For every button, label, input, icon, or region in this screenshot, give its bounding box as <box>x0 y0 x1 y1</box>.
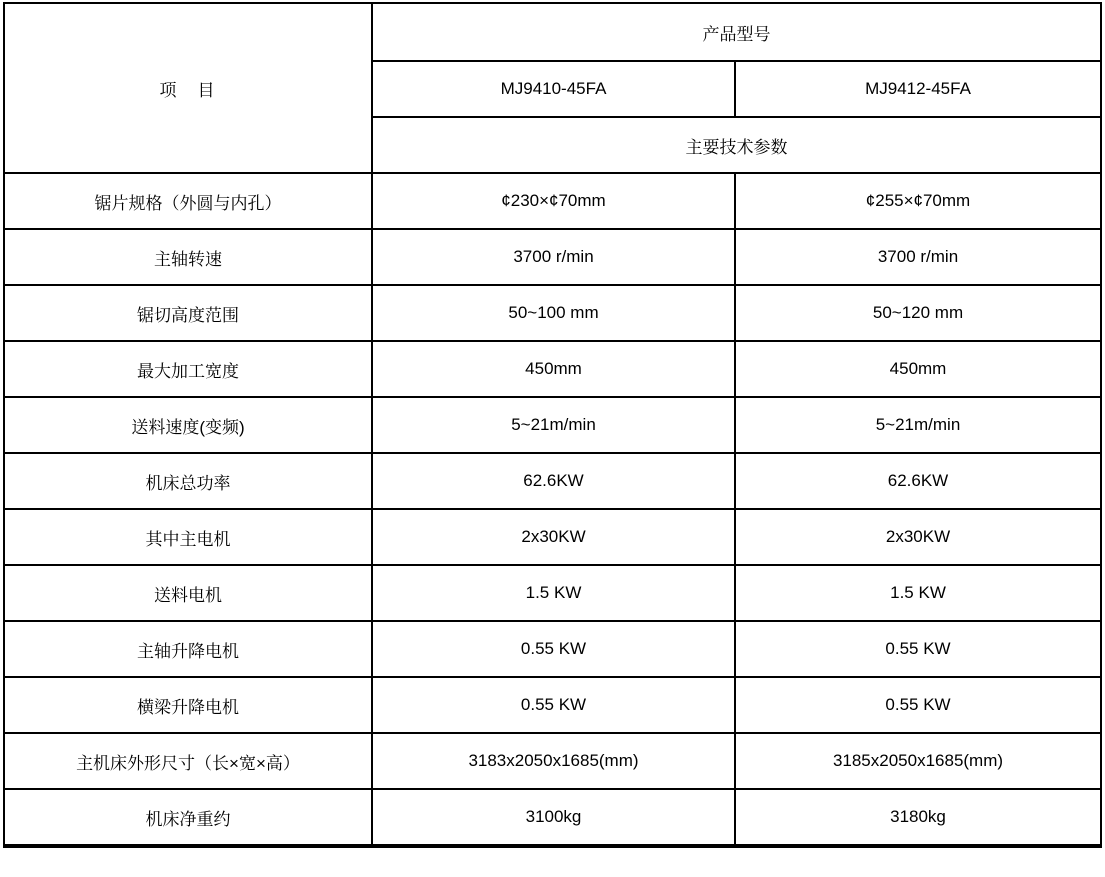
row-value-cell-2: 1.5 KW <box>735 565 1101 621</box>
row-value-cell-1: 450mm <box>372 341 735 397</box>
row-value-cell-1: 62.6KW <box>372 453 735 509</box>
row-value-cell-2: 3180kg <box>735 789 1101 846</box>
model-name-cell-1: MJ9410-45FA <box>372 61 735 117</box>
row-value-cell-2: 50~120 mm <box>735 285 1101 341</box>
table-row <box>4 677 1101 733</box>
row-label-cell: 主轴转速 <box>4 229 372 285</box>
spec-table <box>3 2 1102 848</box>
row-value-cell-2: 3185x2050x1685(mm) <box>735 733 1101 789</box>
table-row <box>4 621 1101 677</box>
table-row-product-model <box>4 3 1101 61</box>
table-row <box>4 229 1101 285</box>
table-row <box>4 453 1101 509</box>
row-value-cell-1: 50~100 mm <box>372 285 735 341</box>
row-value-cell-2: 2x30KW <box>735 509 1101 565</box>
row-value-cell-1: 5~21m/min <box>372 397 735 453</box>
row-value-cell-1: ¢230×¢70mm <box>372 173 735 229</box>
row-label-cell: 机床净重约 <box>4 789 372 846</box>
spec-table-body <box>4 173 1101 846</box>
row-label-cell: 锯切高度范围 <box>4 285 372 341</box>
table-row <box>4 565 1101 621</box>
row-label-cell: 锯片规格（外圆与内孔） <box>4 173 372 229</box>
row-value-cell-1: 2x30KW <box>372 509 735 565</box>
table-row <box>4 789 1101 846</box>
row-value-cell-2: 3700 r/min <box>735 229 1101 285</box>
table-row <box>4 509 1101 565</box>
row-value-cell-2: 62.6KW <box>735 453 1101 509</box>
product-model-header-cell: 产品型号 <box>372 3 1101 61</box>
row-value-cell-1: 0.55 KW <box>372 677 735 733</box>
row-value-cell-2: 450mm <box>735 341 1101 397</box>
row-value-cell-2: 0.55 KW <box>735 621 1101 677</box>
row-value-cell-1: 1.5 KW <box>372 565 735 621</box>
spec-table-header <box>4 3 1101 173</box>
row-label-cell: 主机床外形尺寸（长×宽×高） <box>4 733 372 789</box>
items-header-cell: 项 目 <box>4 3 372 173</box>
model-name-cell-2: MJ9412-45FA <box>735 61 1101 117</box>
row-label-cell: 最大加工宽度 <box>4 341 372 397</box>
row-value-cell-2: ¢255×¢70mm <box>735 173 1101 229</box>
row-value-cell-2: 0.55 KW <box>735 677 1101 733</box>
table-row <box>4 173 1101 229</box>
row-label-cell: 机床总功率 <box>4 453 372 509</box>
table-row <box>4 733 1101 789</box>
params-header-cell: 主要技术参数 <box>372 117 1101 173</box>
row-label-cell: 主轴升降电机 <box>4 621 372 677</box>
row-value-cell-1: 3700 r/min <box>372 229 735 285</box>
table-row <box>4 397 1101 453</box>
table-row <box>4 341 1101 397</box>
row-value-cell-2: 5~21m/min <box>735 397 1101 453</box>
row-label-cell: 横梁升降电机 <box>4 677 372 733</box>
row-label-cell: 送料速度(变频) <box>4 397 372 453</box>
row-value-cell-1: 3100kg <box>372 789 735 846</box>
row-label-cell: 其中主电机 <box>4 509 372 565</box>
row-value-cell-1: 3183x2050x1685(mm) <box>372 733 735 789</box>
row-label-cell: 送料电机 <box>4 565 372 621</box>
table-row <box>4 285 1101 341</box>
row-value-cell-1: 0.55 KW <box>372 621 735 677</box>
